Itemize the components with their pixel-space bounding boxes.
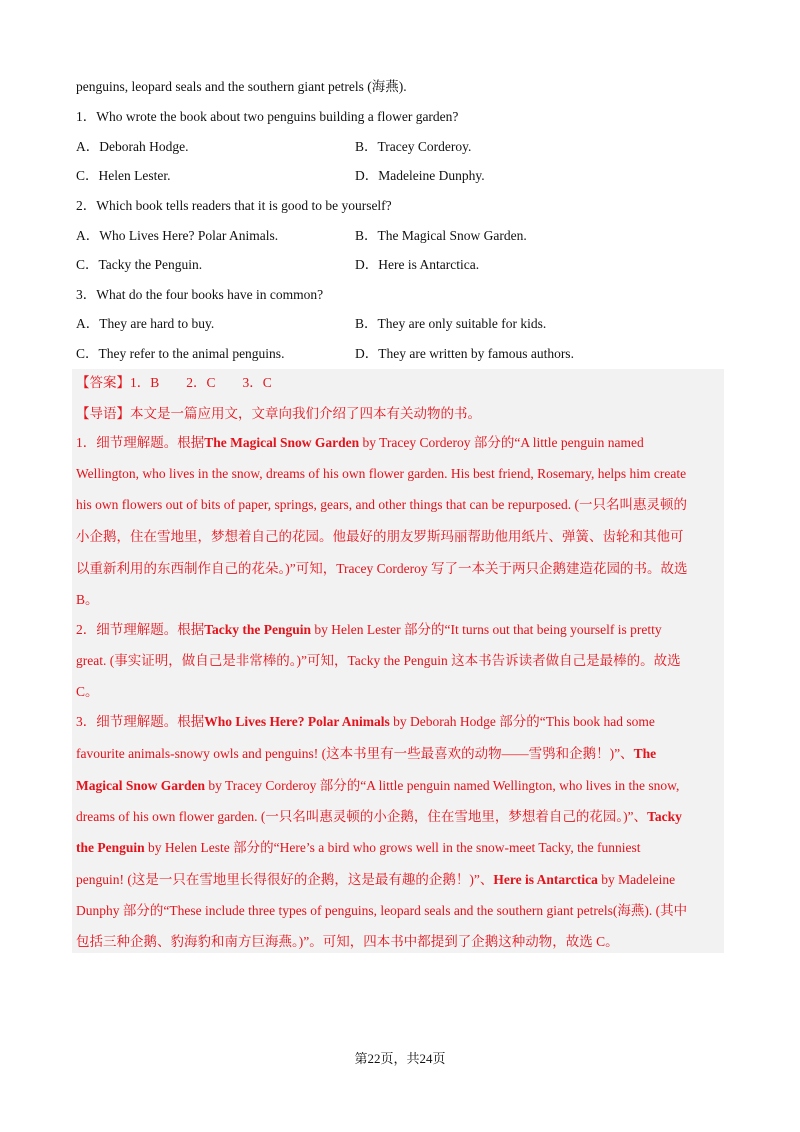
explanation-3-line-5 (76, 838, 640, 858)
answer-key: 【答案】1．B 2．C 3．C (76, 375, 272, 390)
explanation-1-line-3: his own flowers out of bits of paper, springs, gears, and other things that can be repurposed. (一只名叫惠灵顿的 (76, 497, 687, 512)
explanation-3-text-4: dreams of his own flower garden. (一只名叫惠灵顿的小企鹅，住在雪地里，梦想着自己的花园。)”、 (76, 809, 648, 824)
book-title-the: The (633, 746, 657, 761)
explanation-3-text-6: penguin! (这是一只在雪地里长得很好的企鹅，这是最有趣的企鹅！)”、 (76, 872, 494, 887)
explanation-2-line-3: C。 (76, 684, 99, 699)
question-1-option-a: A．Deborah Hodge. (76, 139, 189, 154)
explanation-1-line-6: B。 (76, 592, 99, 607)
explanation-1-line-5: 以重新利用的东西制作自己的花朵。)”可知，Tracey Corderoy 写了一本关于两只企鹅建造花园的书。故选 (76, 561, 688, 576)
explanation-2-quote-start: by Helen Lester 部分的“It turns out that being yourself is pretty (311, 622, 662, 637)
explanation-3-text-6b: by Madeleine (597, 872, 676, 887)
explanation-1-quote-start: by Tracey Corderoy 部分的“A little penguin named (359, 435, 644, 450)
explanation-3-text-5: by Helen Leste 部分的“Here’s a bird who grows well in the snow-meet Tacky, the funniest (144, 840, 641, 855)
explanation-3-line-1 (76, 712, 655, 732)
book-title-here-is-antarctica: Here is Antarctica (493, 872, 598, 887)
explanation-1-line-2: Wellington, who lives in the snow, dreams of his own flower garden. His best friend, Rosemary, helps him create (76, 466, 687, 481)
book-title-who-lives-here: Who Lives Here? Polar Animals (204, 714, 390, 729)
explanation-3-line-7: Dunphy 部分的“These include three types of penguins, leopard seals and the southern giant petrels(海燕). (其中 (76, 903, 688, 918)
book-title-tacky: Tacky (647, 809, 682, 824)
explanation-3-line-4 (76, 807, 682, 827)
question-3-stem: 3．What do the four books have in common? (76, 287, 324, 302)
explanation-3-text-2: favourite animals-snowy owls and penguins! (这本书里有一些最喜欢的动物——雪鸮和企鹅！)”、 (76, 746, 634, 761)
explanation-2-line-2: great. (事实证明，做自己是非常棒的。)”可知，Tacky the Penguin 这本书告诉读者做自己是最棒的。故选 (76, 653, 681, 668)
explanation-2-line-1 (76, 620, 662, 640)
explanation-3-line-2 (76, 744, 656, 764)
explanation-1-line-4: 小企鹅，住在雪地里，梦想着自己的花园。他最好的朋友罗斯玛丽帮助他用纸片、弹簧、齿轮和其他可 (76, 529, 684, 544)
explanation-2-intro: 2．细节理解题。根据 (76, 622, 205, 637)
question-3-option-d: D．They are written by famous authors. (355, 346, 574, 361)
answer-guide: 【导语】本文是一篇应用文，文章向我们介绍了四本有关动物的书。 (76, 406, 481, 421)
explanation-3-intro: 3．细节理解题。根据 (76, 714, 205, 729)
question-1-option-b: B．Tracey Corderoy. (355, 139, 472, 154)
question-2-option-d: D．Here is Antarctica. (355, 257, 480, 272)
question-2-option-c: C．Tacky the Penguin. (76, 257, 203, 272)
book-title-tacky-the-penguin: Tacky the Penguin (204, 622, 312, 637)
question-2-option-a: A．Who Lives Here? Polar Animals. (76, 228, 279, 243)
explanation-1-intro: 1．细节理解题。根据 (76, 435, 205, 450)
question-1-stem: 1．Who wrote the book about two penguins building a flower garden? (76, 109, 459, 124)
question-3-option-c: C．They refer to the animal penguins. (76, 346, 285, 361)
explanation-3-line-6 (76, 870, 675, 890)
question-2-option-b: B．The Magical Snow Garden. (355, 228, 527, 243)
page-number-footer: 第22页，共24页 (354, 1051, 446, 1066)
question-1-option-d: D．Madeleine Dunphy. (355, 168, 485, 183)
passage-tail: penguins, leopard seals and the southern giant petrels (海燕). (76, 79, 407, 94)
book-title-magical-snow-garden-cont: Magical Snow Garden (76, 778, 206, 793)
explanation-1-line-1 (76, 433, 644, 453)
question-2-stem: 2．Which book tells readers that it is good to be yourself? (76, 198, 392, 213)
question-3-option-a: A．They are hard to buy. (76, 316, 215, 331)
explanation-3-quote-start: by Deborah Hodge 部分的“This book had some (389, 714, 655, 729)
explanation-3-line-8: 包括三种企鹅、豹海豹和南方巨海燕。)”。可知，四本书中都提到了企鹅这种动物，故选 C。 (76, 934, 619, 949)
explanation-3-line-3 (76, 776, 679, 796)
question-1-option-c: C．Helen Lester. (76, 168, 171, 183)
question-3-option-b: B．They are only suitable for kids. (355, 316, 547, 331)
book-title-the-penguin: the Penguin (76, 840, 145, 855)
explanation-3-text-3: by Tracey Corderoy 部分的“A little penguin named Wellington, who lives in the snow, (205, 778, 680, 793)
book-title-magical-snow-garden: The Magical Snow Garden (204, 435, 360, 450)
